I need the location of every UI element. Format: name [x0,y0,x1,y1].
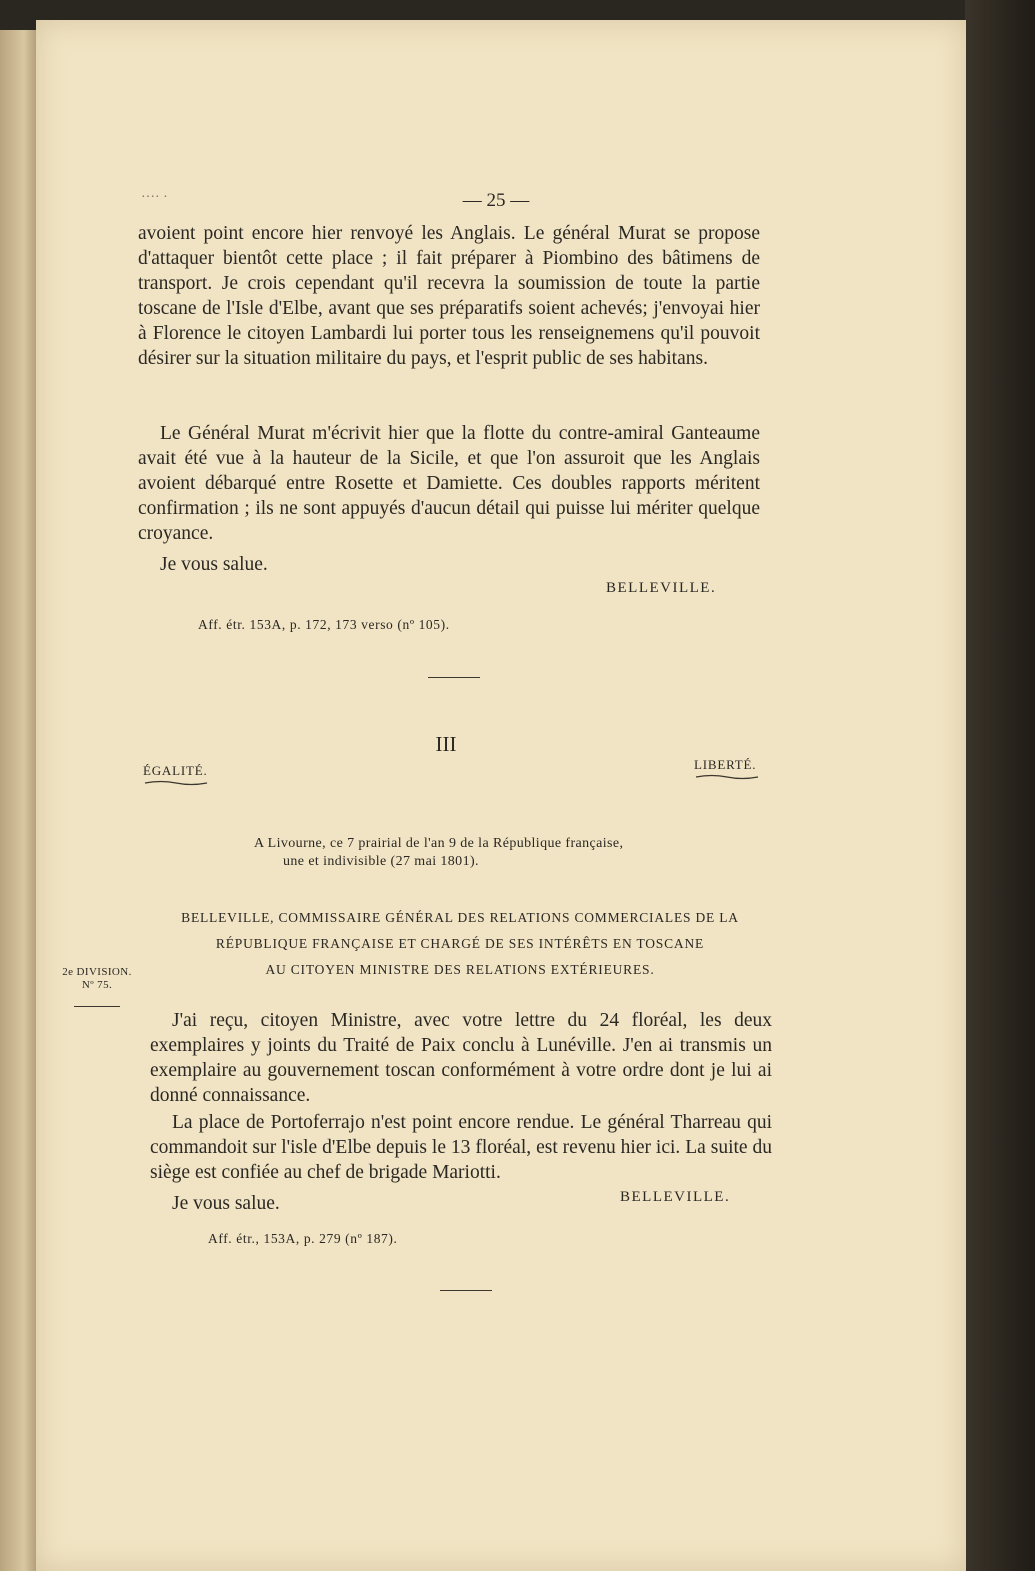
letter-one-paragraph-2: Le Général Murat m'écrivit hier que la flotte du contre-amiral Ganteaume avait été vue à la hauteur de la Sicile, et que l'on assuroit que les Anglais avoient débarqué entre Rosette et Damiette. Ces doubles rapports méritent confirmation ; ils ne sont appuyés d'aucun détail qui puisse lui mériter quelque croyance. [138,423,760,544]
motto-liberte [694,757,760,780]
motto-egalite [143,763,209,786]
letter-one-paragraph-1: avoient point encore hier renvoyé les Anglais. Le général Murat se propose d'attaquer bientôt cette place ; il fait préparer à Piombino des bâtimens de transport. Je crois cependant qu'il recevra la soumission de toute la partie toscane de l'Isle d'Elbe, avant que ses préparatifs soient achevés; j'envoyai hier à Florence le citoyen Lambardi lui porter tous les renseignemens qu'il pouvoit désirer sur la situation militaire du pays, et l'esprit public de ses habitans. [138,223,760,369]
letter-two-paragraph-2: La place de Portoferrajo n'est point encore rendue. Le général Tharreau qui commandoit sur l'isle d'Elbe depuis le 13 floréal, est revenu hier ici. La suite du siège est confiée au chef de brigade Mariotti. [150,1112,772,1183]
letter-one-salutation: Je vous salue. [160,554,268,575]
dateline-line-2: une et indivisible (27 mai 1801). [283,854,479,869]
letter-two-archive-reference: Aff. étr., 153A, p. 279 (nº 187). [208,1231,398,1246]
letter-heading [140,905,780,983]
swash-ornament-icon [143,780,209,786]
letter-two-paragraph-1: J'ai reçu, citoyen Ministre, avec votre lettre du 24 floréal, les deux exemplaires y joints du Traité de Paix conclu à Lunéville. J'en ai transmis un exemplaire au gouvernement toscan conformément à votre ordre dont je lui ai donné connaissance. [150,1010,772,1106]
document-number: III [435,732,457,756]
section-divider [428,677,480,678]
page-number: — 25 — [462,190,530,211]
scan-background-edge [965,0,1035,1571]
margin-rule [74,1006,120,1007]
letter-one-signature: BELLEVILLE. [606,580,717,596]
letter-two-salutation: Je vous salue. [172,1193,280,1214]
previous-page-edge [0,30,40,1571]
heading-line-2: RÉPUBLIQUE FRANÇAISE ET CHARGÉ DE SES INTÉRÊTS EN TOSCANE [215,936,705,951]
letter-one-archive-reference: Aff. étr. 153A, p. 172, 173 verso (nº 105). [198,617,450,632]
margin-division: 2e DIVISION. [62,966,132,978]
book-page [36,20,966,1571]
dateline [254,835,744,871]
dateline-line-1: A Livourne, ce 7 prairial de l'an 9 de la République française, [254,836,624,851]
motto-egalite-text: ÉGALITÉ. [143,763,208,778]
page-number-mark: ···· · [141,190,168,205]
motto-liberte-text: LIBERTÉ. [694,757,757,772]
heading-line-3: AU CITOYEN MINISTRE DES RELATIONS EXTÉRIEURES. [265,962,655,977]
margin-note [56,966,138,1007]
end-divider [440,1290,492,1291]
heading-line-1: BELLEVILLE, COMMISSAIRE GÉNÉRAL DES RELATIONS COMMERCIALES DE LA [181,910,739,925]
swash-ornament-icon [694,774,760,780]
margin-number: Nº 75. [81,979,113,991]
letter-two-signature: BELLEVILLE. [620,1189,731,1205]
